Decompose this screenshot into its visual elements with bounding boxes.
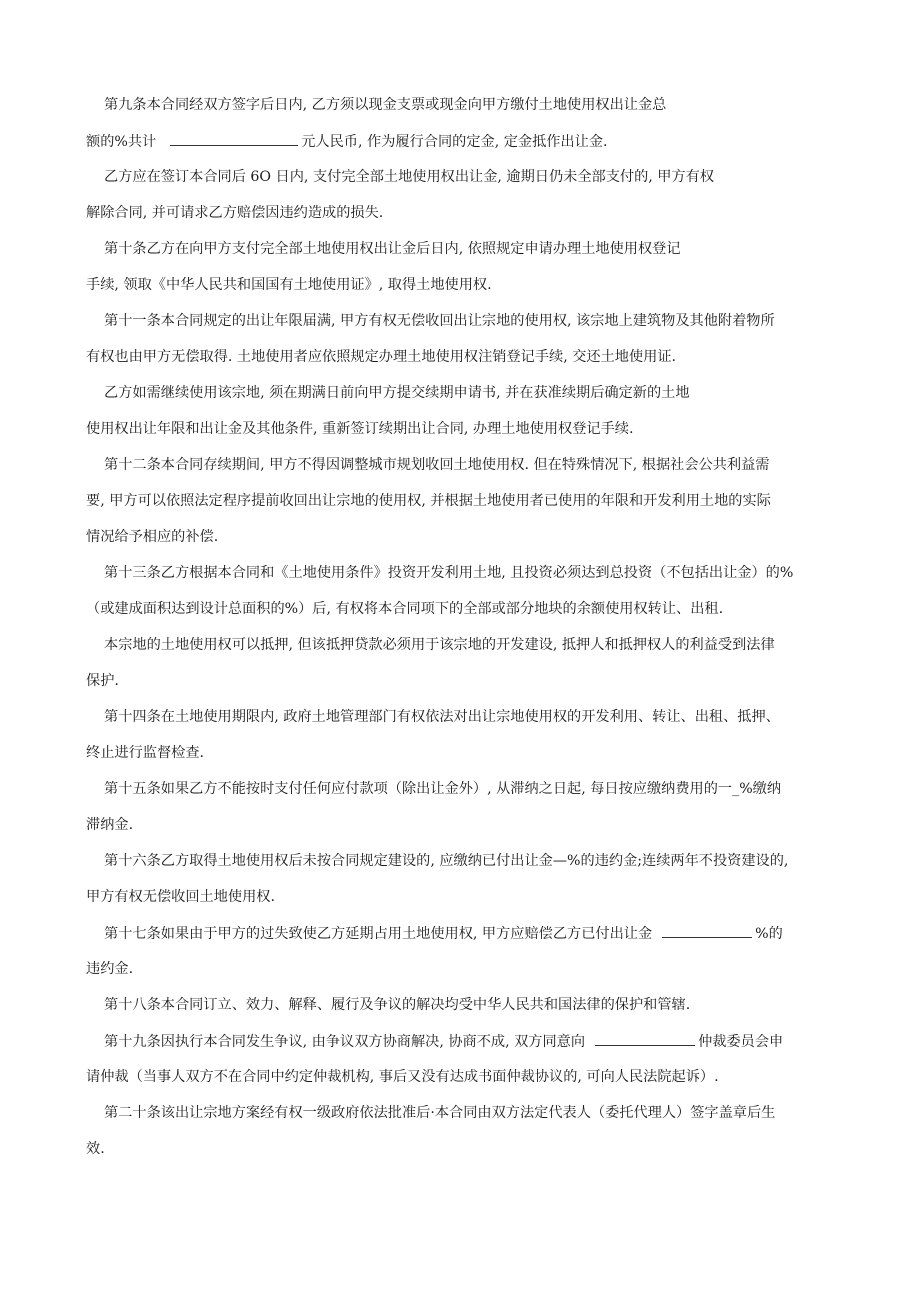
article-18-line: 第十八条本合同订立、效力、解释、履行及争议的解决均受中华人民共和国法律的保护和管辖.: [104, 997, 691, 1013]
article-17-line-1: [104, 923, 783, 944]
paragraph-line: 使用权出让年限和出让金及其他条件, 重新签订续期出让合同, 办理土地使用权登记手续.: [86, 421, 634, 437]
article-12-line-3: 情况给予相应的补偿.: [86, 529, 219, 545]
article-15-line-1: 第十五条如果乙方不能按时支付任何应付款项（除出让金外）, 从滞纳之日起, 每日按应缴纳费用的一_%缴纳: [104, 781, 782, 797]
text-segment: 仲裁委员会申: [698, 1034, 784, 1050]
paragraph-line: 乙方如需继续使用该宗地, 须在期满日前向甲方提交续期申请书, 并在获准续期后确定新的土地: [104, 385, 690, 401]
paragraph-line: 乙方应在签订本合同后 6O 日内, 支付完全部土地使用权出让金, 逾期日仍未全部支付的, 甲方有权: [104, 169, 715, 185]
fill-in-blank: [662, 923, 752, 938]
article-9-line-1: 第九条本合同经双方签字后日内, 乙方须以现金支票或现金向甲方缴付土地使用权出让金总: [104, 97, 667, 113]
article-14-line-1: 第十四条在土地使用期限内, 政府土地管理部门有权依法对出让宗地使用权的开发利用、转让、出租、抵押、: [104, 709, 780, 725]
article-11-line-1: 第十一条本合同规定的出让年限届满, 甲方有权无偿收回出让宗地的使用权, 该宗地上建筑物及其他附着物所: [104, 313, 775, 329]
text-segment: 第十七条如果由于甲方的过失致使乙方延期占用土地使用权, 甲方应赔偿乙方已付出让金: [104, 926, 653, 942]
fill-in-blank: [170, 131, 298, 146]
article-15-line-2: 滞纳金.: [86, 817, 134, 833]
article-14-line-2: 终止进行监督检查.: [86, 745, 205, 761]
paragraph-line: 解除合同, 并可请求乙方赔偿因违约造成的损失.: [86, 205, 384, 221]
article-13-line-1: 第十三条乙方根据本合同和《土地使用条件》投资开发利用土地, 且投资必须达到总投资（不包括出让金）的%: [104, 565, 794, 581]
article-10-line-2: 手续, 领取《中华人民共和国国有土地使用证》, 取得土地使用权.: [86, 277, 492, 293]
article-20-line-2: 效.: [86, 1141, 105, 1157]
article-9-line-2: [86, 131, 608, 152]
text-segment: 元人民币, 作为履行合同的定金, 定金抵作出让金.: [301, 134, 608, 150]
article-12-line-2: 要, 甲方可以依照法定程序提前收回出让宗地的使用权, 并根据土地使用者已使用的年限和开发利用土地的实际: [86, 493, 771, 509]
article-20-line-1: 第二十条该出让宗地方案经有权一级政府依法批准后·本合同由双方法定代表人（委托代理人）签字盖章后生: [104, 1105, 776, 1121]
paragraph-line: 本宗地的土地使用权可以抵押, 但该抵押贷款必须用于该宗地的开发建设, 抵押人和抵押权人的利益受到法律: [104, 637, 775, 653]
article-11-line-2: 有权也由甲方无偿取得. 土地使用者应依照规定办理土地使用权注销登记手续, 交还土地使用证.: [86, 349, 677, 365]
text-segment: %的: [755, 926, 783, 942]
article-19-line-2: 请仲裁（当事人双方不在合同中约定仲裁机构, 事后又没有达成书面仲裁协议的, 可向人民法院起诉）.: [86, 1069, 719, 1085]
article-17-line-2: 违约金.: [86, 961, 134, 977]
paragraph-line: 保护.: [86, 673, 119, 689]
article-13-line-2: （或建成面积达到设计总面积的%）后, 有权将本合同项下的全部或部分地块的余额使用权转让、出租.: [86, 601, 724, 617]
article-16-line-2: 甲方有权无偿收回土地使用权.: [86, 889, 275, 905]
text-segment: 第十九条因执行本合同发生争议, 由争议双方协商解决, 协商不成, 双方同意向: [104, 1034, 586, 1050]
article-10-line-1: 第十条乙方在向甲方支付完全部土地使用权出让金后日内, 依照规定申请办理土地使用权登记: [104, 241, 681, 257]
article-12-line-1: 第十二条本合同存续期间, 甲方不得因调整城市规划收回土地使用权. 但在特殊情况下, 根据社会公共利益需: [104, 457, 770, 473]
article-19-line-1: [104, 1031, 783, 1052]
article-16-line-1: 第十六条乙方取得土地使用权后未按合同规定建设的, 应缴纳已付出让金—%的违约金;连续两年不投资建设的,: [104, 853, 789, 869]
fill-in-blank: [595, 1031, 695, 1046]
text-segment: 额的%共计: [86, 134, 157, 150]
